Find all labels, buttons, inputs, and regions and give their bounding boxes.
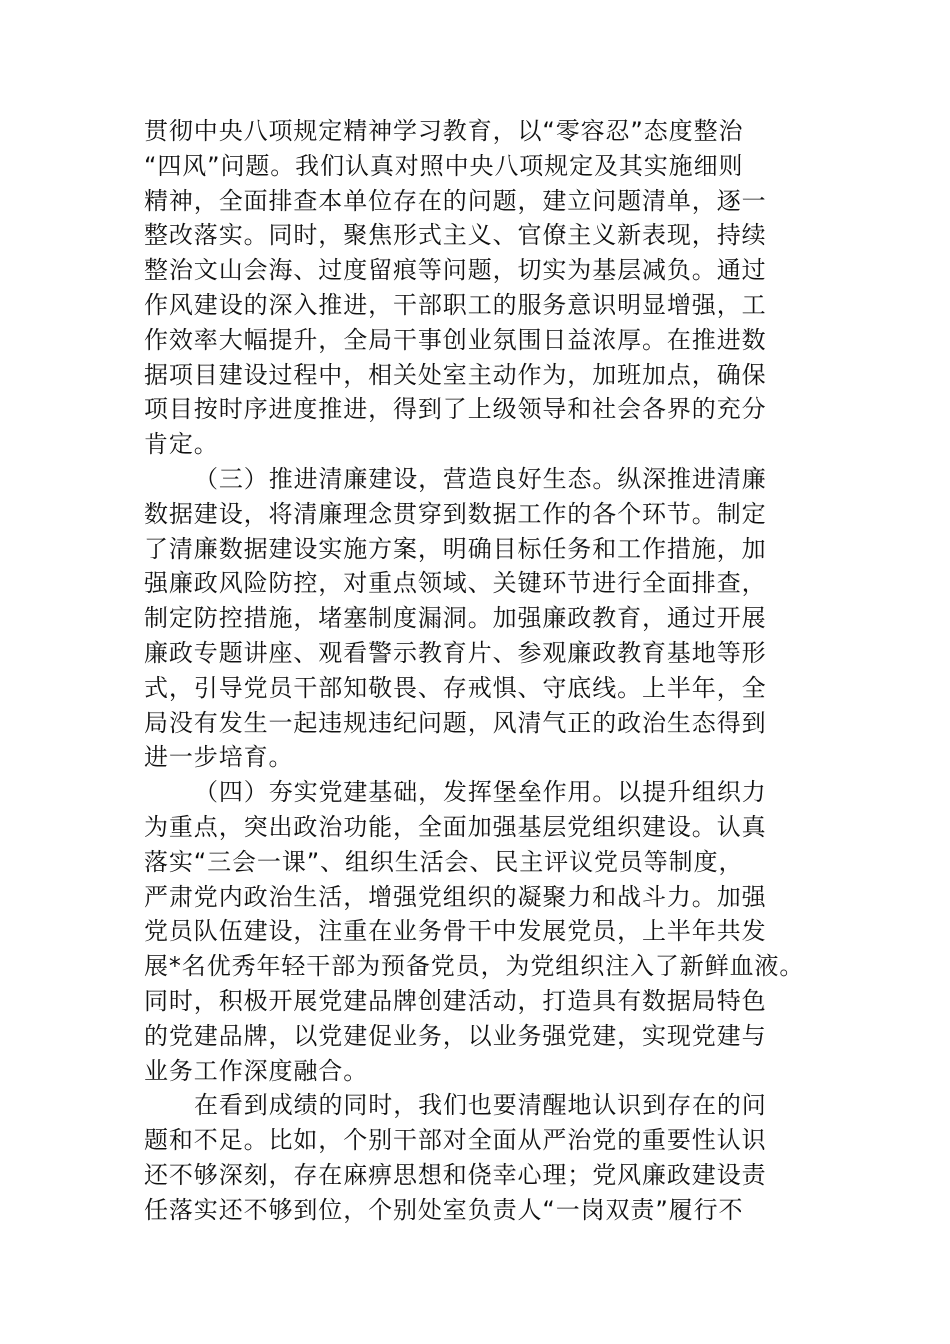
text-line: 还不够深刻，存在麻痹思想和侥幸心理；党风廉政建设责 xyxy=(144,1160,767,1189)
text-line: 严肃党内政治生活，增强党组织的凝聚力和战斗力。加强 xyxy=(144,882,767,911)
text-line: 党员队伍建设，注重在业务骨干中发展党员，上半年共发 xyxy=(144,917,767,946)
section-heading-line: （三）推进清廉建设，营造良好生态。纵深推进清廉 xyxy=(194,464,767,493)
text-line: 业务工作深度融合。 xyxy=(144,1056,369,1085)
text-line: 项目按时序进度推进，得到了上级领导和社会各界的充分 xyxy=(144,395,767,424)
text-line: 同时，积极开展党建品牌创建活动，打造具有数据局特色 xyxy=(144,986,767,1015)
text-line: 题和不足。比如，个别干部对全面从严治党的重要性认识 xyxy=(144,1126,767,1155)
text-line: 为重点，突出政治功能，全面加强基层党组织建设。认真 xyxy=(144,812,767,841)
text-line: 展*名优秀年轻干部为预备党员，为党组织注入了新鲜血液。 xyxy=(144,952,805,981)
document-body xyxy=(144,114,806,1228)
text-line: 局没有发生一起违规违纪问题，风清气正的政治生态得到 xyxy=(144,708,767,737)
text-line: 肯定。 xyxy=(144,430,219,459)
text-line: 据项目建设过程中，相关处室主动作为，加班加点，确保 xyxy=(144,360,767,389)
text-line: 落实“三会一课”、组织生活会、民主评议党员等制度， xyxy=(144,847,744,876)
text-line: 作效率大幅提升，全局干事创业氛围日益浓厚。在推进数 xyxy=(144,325,767,354)
section-heading-line: （四）夯实党建基础，发挥堡垒作用。以提升组织力 xyxy=(194,778,767,807)
text-line: 精神，全面排查本单位存在的问题，建立问题清单，逐一 xyxy=(144,186,767,215)
text-line: 整治文山会海、过度留痕等问题，切实为基层减负。通过 xyxy=(144,256,767,285)
text-line: 贯彻中央八项规定精神学习教育，以“零容忍”态度整治 xyxy=(144,117,744,145)
text-line: 进一步培育。 xyxy=(144,743,294,772)
text-line: 数据建设，将清廉理念贯穿到数据工作的各个环节。制定 xyxy=(144,499,767,528)
text-line: “四风”问题。我们认真对照中央八项规定及其实施细则 xyxy=(144,151,744,180)
text-line: 整改落实。同时，聚焦形式主义、官僚主义新表现，持续 xyxy=(144,221,767,250)
text-line: 任落实还不够到位，个别处室负责人“一岗双责”履行不 xyxy=(144,1195,744,1224)
text-line: 廉政专题讲座、观看警示教育片、参观廉政教育基地等形 xyxy=(144,638,767,667)
paragraph-start-line: 在看到成绩的同时，我们也要清醒地认识到存在的问 xyxy=(194,1091,767,1120)
text-line: 强廉政风险防控，对重点领域、关键环节进行全面排查， xyxy=(144,569,767,598)
text-line: 作风建设的深入推进，干部职工的服务意识明显增强，工 xyxy=(144,290,767,319)
text-line: 式，引导党员干部知敬畏、存戒惧、守底线。上半年，全 xyxy=(144,673,767,702)
text-line: 的党建品牌，以党建促业务，以业务强党建，实现党建与 xyxy=(144,1021,767,1050)
text-line: 制定防控措施，堵塞制度漏洞。加强廉政教育，通过开展 xyxy=(144,604,767,633)
text-line: 了清廉数据建设实施方案，明确目标任务和工作措施，加 xyxy=(144,534,767,563)
